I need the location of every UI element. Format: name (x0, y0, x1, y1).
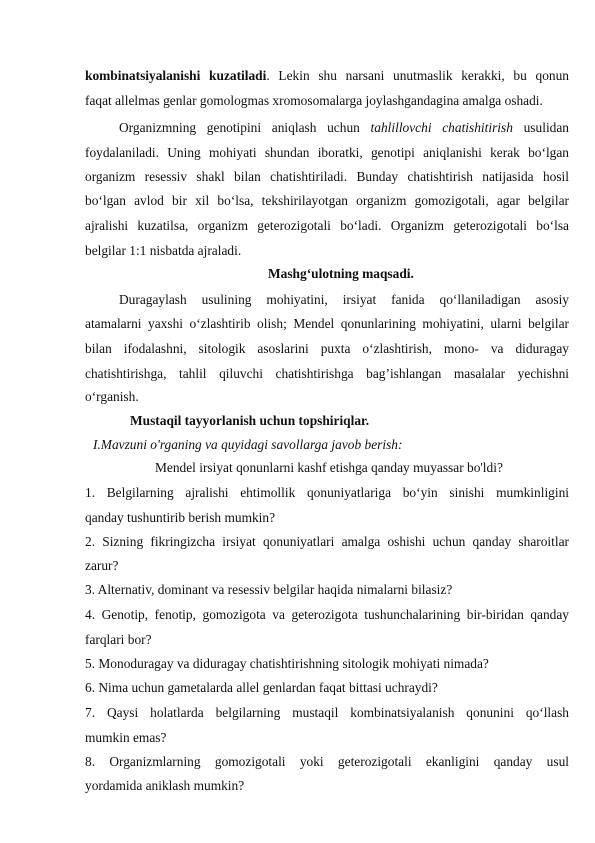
italic-term: tahlillovchi chatishitirish (370, 120, 513, 135)
paragraph-3-line-1: Duragaylash usulining mohiyatini, irsiyat fanida qo‘llaniladigan asosiy (119, 292, 569, 307)
question-2-line-2: zarur? (85, 558, 119, 573)
paragraph-3-line-4: chatishtirishga, tahlil qiluvchi chatishtirishga bag’ishlangan masalalar yechishni (85, 366, 569, 381)
question-8-line-2: yordamida aniklash mumkin? (85, 778, 245, 793)
question-1-line-1: 1. Belgilarning ajralishi ehtimollik qonuniyatlariga bo‘yin sinishi mumkinligini (85, 485, 569, 500)
paragraph-2-line-4: bo‘lgan avlod bir xil bo‘lsa, tekshirilayotgan organizm gomozigotali, agar belgilar (85, 193, 569, 208)
paragraph-3-line-3: bilan ifodalashni, sitologik asoslarini puxta o‘zlashtirish, mono- va diduragay (85, 341, 569, 356)
question-6: 6. Nima uchun gametalarda allel genlardan faqat bittasi uchraydi? (85, 680, 438, 695)
paragraph-2-line-5: ajralishi kuzatilsa, organizm geterozigotali bo‘ladi. Organizm geterozigotali bo‘lsa (85, 218, 569, 233)
question-4-line-2: farqlari bor? (85, 632, 152, 647)
question-5: 5. Monoduragay va diduragay chatishtirishning sitologik mohiyati nimada? (85, 656, 489, 671)
paragraph-3-line-5: o‘rganish. (85, 389, 139, 404)
text-run: . Lekin shu narsani unutmaslik kerakki, bu qonun (266, 68, 569, 83)
question-1-line-2: qanday tushuntirib berish mumkin? (85, 510, 276, 525)
paragraph-3-line-2: atamalarni yaxshi o‘zlashtirib olish; Mendel qonunlarining mohiyatini, ularni belgilar (85, 316, 569, 331)
heading-goal: Mashg‘ulotning maqsadi. (268, 266, 414, 281)
paragraph-2-line-6: belgilar 1:1 nisbatda ajraladi. (85, 243, 242, 258)
paragraph-2-line-3: organizm resessiv shakl bilan chatishtiriladi. Bunday chatishtirish natijasida hosil (85, 169, 569, 184)
text-run: Organizmning genotipini aniqlash uchun (119, 120, 371, 135)
paragraph-1-line-1 (85, 68, 569, 84)
question-4-line-1: 4. Genotip, fenotip, gomozigota va geterozigota tushunchalarining bir-biridan qanday (85, 607, 569, 622)
heading-tasks: Mustaqil tayyorlanish uchun topshiriqlar. (130, 413, 370, 428)
text-run: usulidan (512, 120, 569, 135)
question-intro: Mendel irsiyat qonunlarni kashf etishga qanday muyassar bo'ldi? (155, 460, 503, 475)
paragraph-2-line-1 (119, 120, 569, 136)
paragraph-1-line-2: faqat allelmas genlar gomologmas xromosomalarga joylashgandagina amalga oshadi. (85, 93, 543, 108)
question-2-line-1: 2. Sizning fikringizcha irsiyat qonuniyatlari amalga oshishi uchun qanday sharoitlar (85, 534, 569, 549)
paragraph-2-line-2: foydalaniladi. Uning mohiyati shundan iboratki, genotipi aniqlanishi kerak bo‘lgan (85, 145, 569, 160)
question-3: 3. Alternativ, dominant va resessiv belgilar haqida nimalarni bilasiz? (85, 582, 453, 597)
bold-term: kombinatsiyalanishi kuzatiladi (85, 68, 267, 83)
question-7-line-1: 7. Qaysi holatlarda belgilarning mustaqil kombinatsiyalanish qonunini qo‘llash (85, 705, 569, 720)
question-7-line-2: mumkin emas? (85, 730, 167, 745)
subheading-questions: I.Mavzuni o'rganing va quyidagi savollarga javob berish: (93, 437, 403, 452)
question-8-line-1: 8. Organizmlarning gomozigotali yoki geterozigotali ekanligini qanday usul (85, 754, 569, 769)
